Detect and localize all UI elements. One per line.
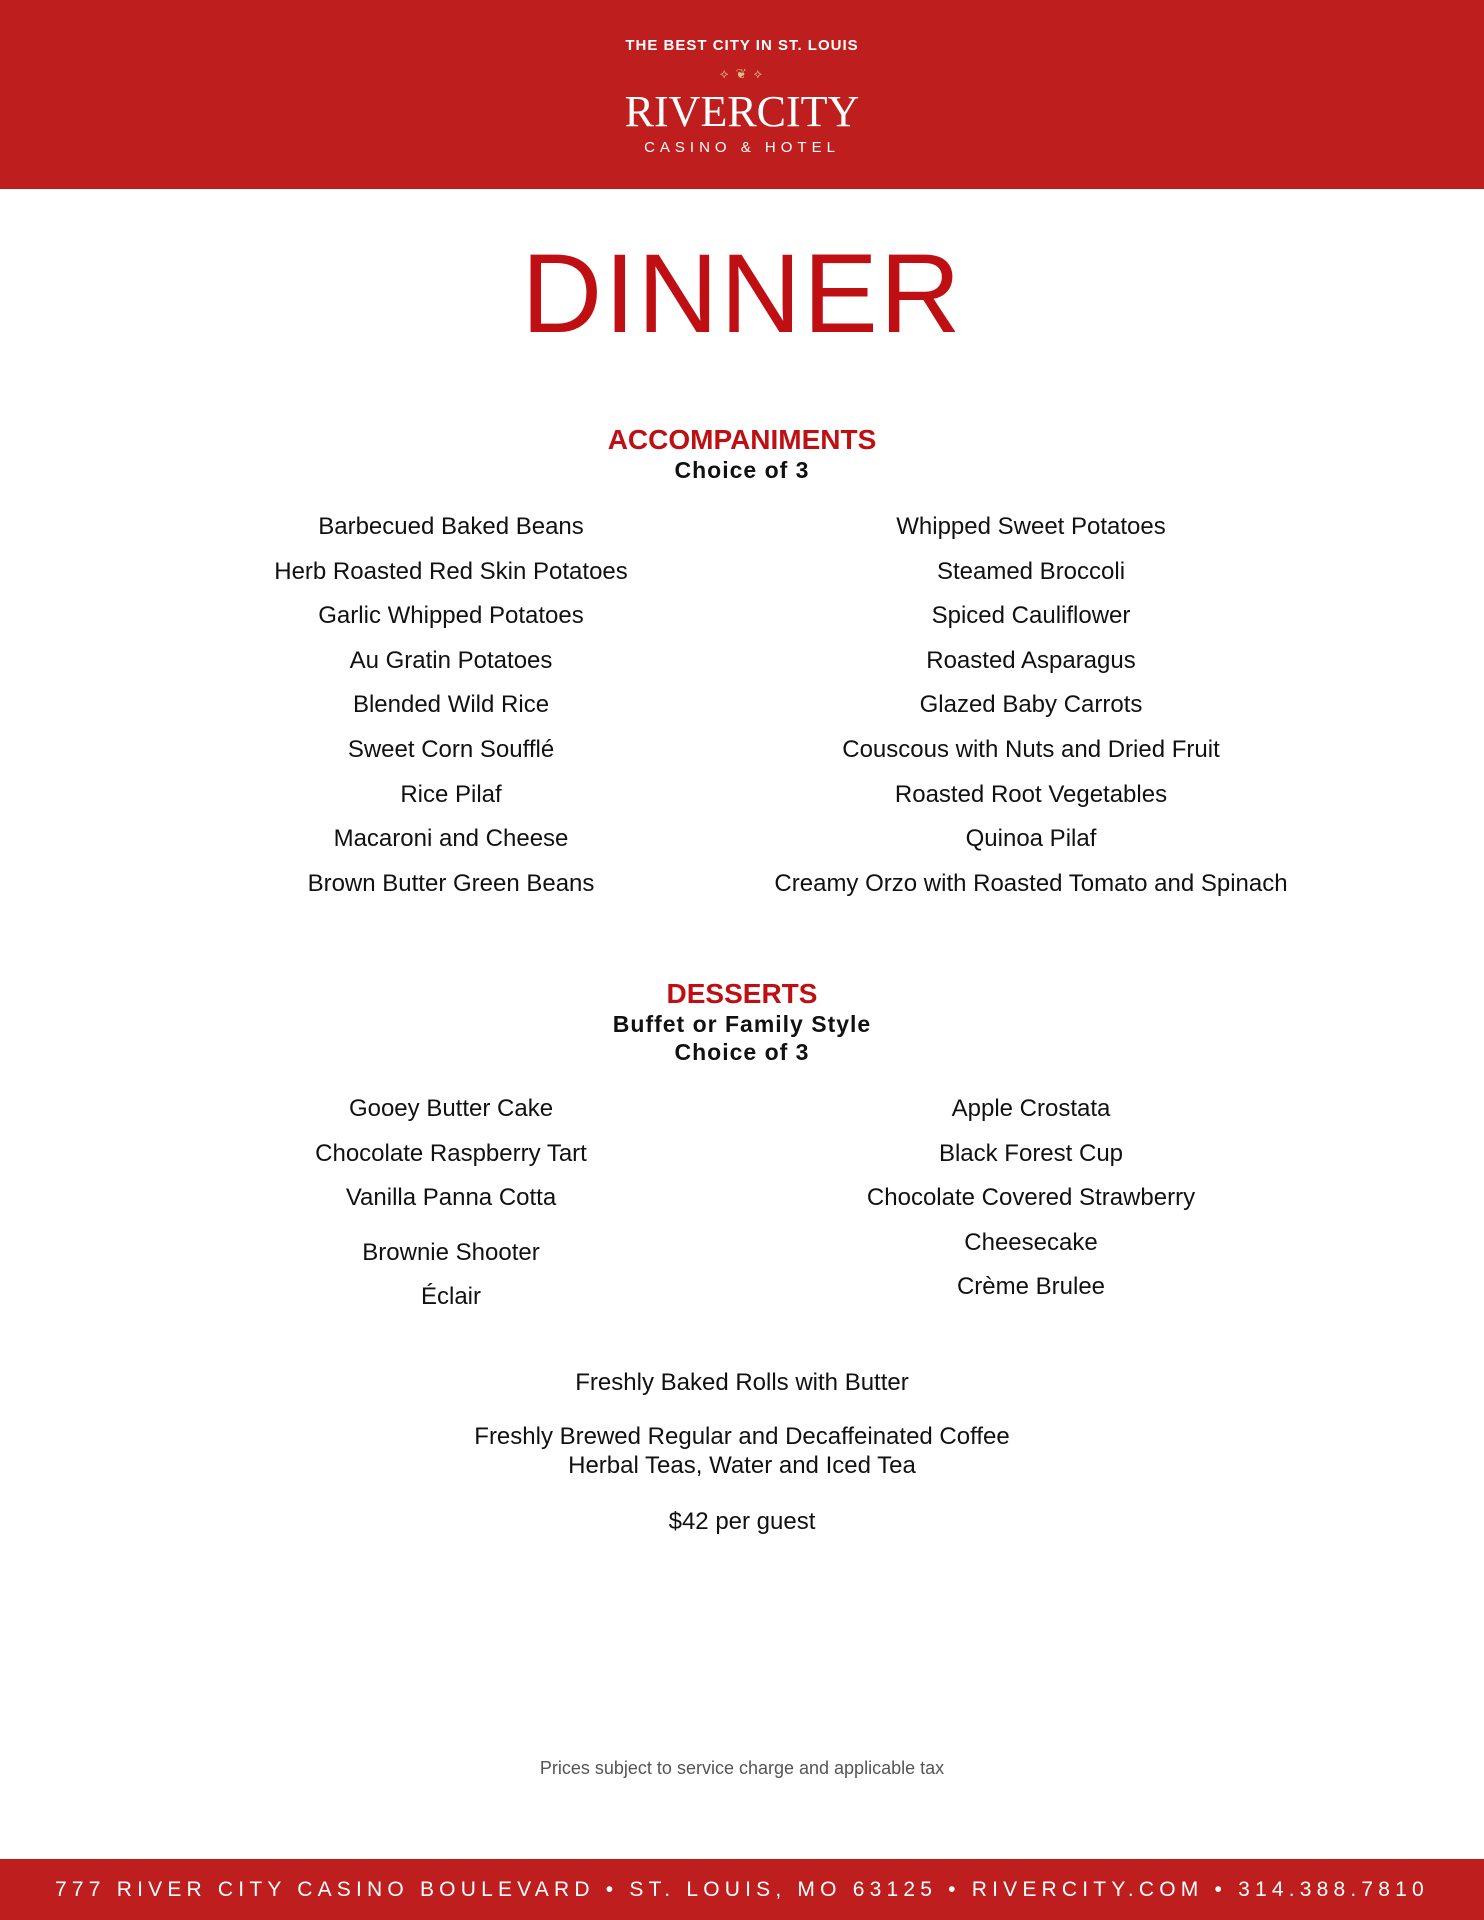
list-item: Quinoa Pilaf [965,825,1097,853]
list-item: Brownie Shooter [362,1238,540,1266]
list-item: Cheesecake [964,1228,1098,1256]
coffee-line: Freshly Brewed Regular and Decaffeinated Coffee [474,1423,1010,1450]
desserts-left-list [151,1087,751,1320]
list-item: Macaroni and Cheese [333,825,569,853]
list-item: Barbecued Baked Beans [318,513,584,540]
list-item: Éclair [420,1283,481,1311]
accompaniments-subheading: Choice of 3 [674,457,810,483]
logo-wordmark: RIVERCITY [624,87,860,136]
logo-subtitle: CASINO & HOTEL [644,139,840,156]
teas-line: Herbal Teas, Water and Iced Tea [568,1452,916,1479]
list-item: Gooey Butter Cake [348,1095,554,1122]
list-item: Herb Roasted Red Skin Potatoes [274,557,628,585]
desserts-subheading-choice: Choice of 3 [674,1039,810,1065]
list-item: Vanilla Panna Cotta [345,1184,557,1212]
list-item: Chocolate Covered Strawberry [866,1184,1196,1212]
fine-print: Prices subject to service charge and applicable tax [539,1758,945,1778]
list-item: Roasted Root Vegetables [894,780,1168,808]
tagline: THE BEST CITY IN ST. LOUIS [625,37,859,54]
list-item: Brown Butter Green Beans [307,869,595,897]
ornament-icon: ⟡ ❦ ⟡ [719,66,765,81]
list-item: Crème Brulee [956,1273,1106,1301]
list-item: Roasted Asparagus [926,646,1136,674]
list-item: Whipped Sweet Potatoes [896,513,1166,540]
rolls-line: Freshly Baked Rolls with Butter [575,1369,909,1396]
list-item: Garlic Whipped Potatoes [318,602,584,630]
list-item: Sweet Corn Soufflé [347,735,555,763]
desserts-right-list [731,1087,1331,1310]
list-item: Rice Pilaf [400,780,502,808]
desserts-heading: DESSERTS [666,978,818,1009]
page-title: DINNER [521,231,963,356]
list-item: Glazed Baby Carrots [919,691,1143,719]
list-item: Steamed Broccoli [936,557,1126,585]
header-banner [0,0,1484,189]
accompaniments-left-list [151,505,751,906]
accompaniments-heading: ACCOMPANIMENTS [607,424,877,455]
list-item: Creamy Orzo with Roasted Tomato and Spinach [774,869,1288,897]
list-item: Couscous with Nuts and Dried Fruit [842,735,1220,763]
list-item: Chocolate Raspberry Tart [315,1139,587,1167]
list-item: Apple Crostata [951,1095,1111,1122]
desserts-subheading-style: Buffet or Family Style [612,1011,872,1037]
footer-address-bar: 777 RIVER CITY CASINO BOULEVARD • ST. LOUIS, MO 63125 • RIVERCITY.COM • 314.388.7810 [0,1859,1484,1920]
price-line: $42 per guest [668,1508,816,1535]
list-item: Blended Wild Rice [352,691,550,719]
list-item: Black Forest Cup [938,1139,1124,1167]
list-item: Au Gratin Potatoes [349,646,553,674]
list-item: Spiced Cauliflower [931,602,1131,630]
accompaniments-right-list [731,505,1331,906]
